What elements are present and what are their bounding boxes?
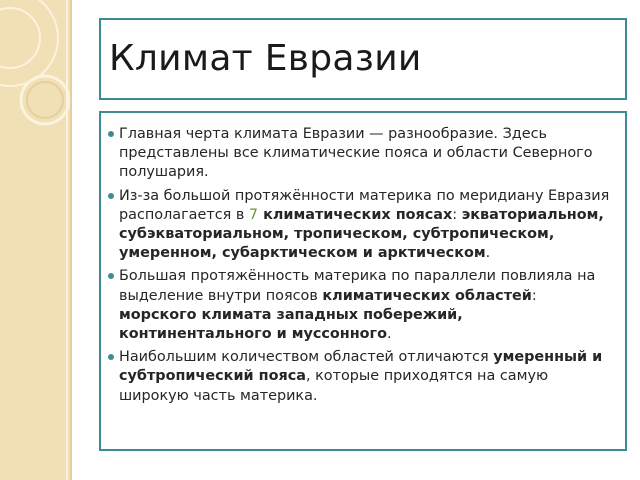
bullet-item <box>119 348 615 406</box>
bullet-text: : <box>531 287 537 304</box>
bold-text: морского климата западных побережий, континентального и муссонного <box>119 306 463 343</box>
bullet-text: . <box>485 245 491 262</box>
bold-text: экваториальном, субэкваториальном, тропическом, субтропическом, умеренном, субарктическом и арктическом <box>119 206 604 262</box>
bullet-dot-icon <box>108 354 114 360</box>
bullet-text: Большая протяжённость материка по параллели повлияла на выделение внутри поясов <box>119 268 596 304</box>
bullet-dot-icon <box>108 193 114 199</box>
bullet-dot-icon <box>108 273 114 279</box>
number-highlight: 7 <box>248 206 259 223</box>
decorative-side-band <box>0 0 72 480</box>
bullet-item <box>119 267 615 344</box>
bold-text: климатических поясах <box>258 206 453 223</box>
title-placeholder[interactable] <box>99 18 627 100</box>
content-placeholder[interactable] <box>99 111 627 451</box>
bold-text: умеренный и субтропический пояса <box>119 349 603 385</box>
bullet-text: . <box>386 326 392 343</box>
decorative-rings <box>0 0 72 480</box>
decorative-line <box>66 0 68 480</box>
bullet-item <box>119 125 615 183</box>
bullet-text: Из-за большой протяжённости материка по меридиану Евразия располагается в <box>119 187 610 223</box>
bullet-text: : <box>452 206 462 223</box>
bullet-dot-icon <box>108 131 114 137</box>
bullet-text: , которые приходятся на самую широкую часть материка. <box>119 368 549 404</box>
bold-text: климатических областей <box>322 287 532 304</box>
bullet-text: Главная черта климата Евразии — разнообразие. Здесь представлены все климатические пояса и области Северного полушария. <box>119 126 593 181</box>
bullet-list <box>119 125 615 406</box>
bullet-text: Наибольшим количеством областей отличаются <box>119 349 494 366</box>
bullet-item <box>119 187 615 264</box>
slide-title: Климат Евразии <box>109 38 422 79</box>
decorative-line <box>70 0 72 480</box>
